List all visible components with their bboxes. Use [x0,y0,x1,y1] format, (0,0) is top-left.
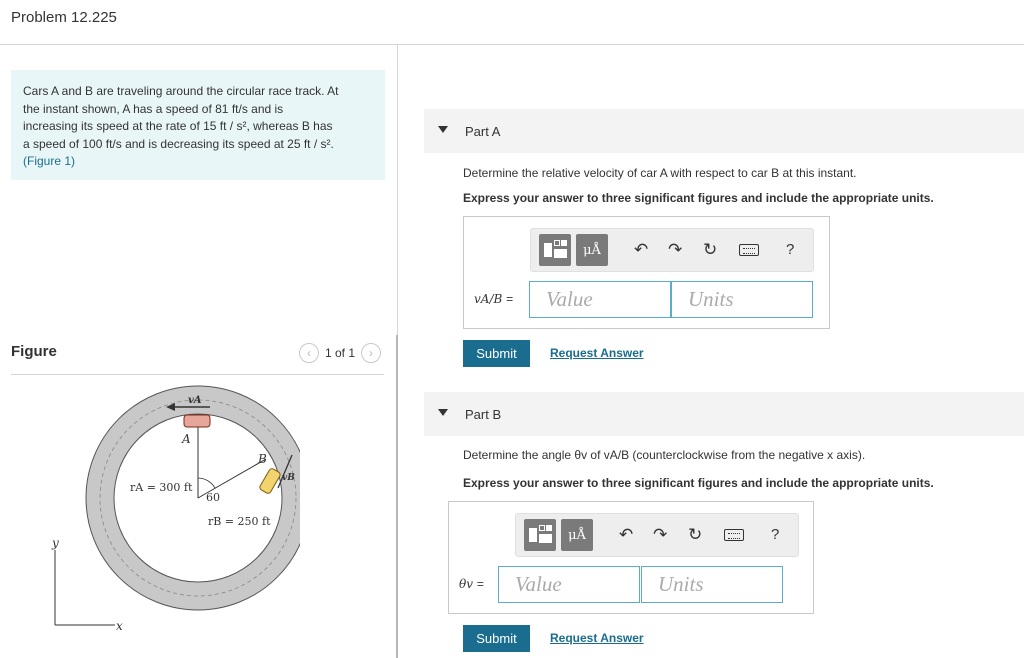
figure-label: Figure [11,343,57,360]
part-b-units-input[interactable]: Units [641,566,783,603]
problem-line-3: increasing its speed at the rate of 15 ft / s², whereas B has [23,119,333,133]
part-a-toolbar [530,228,814,272]
pager-text: 1 of 1 [324,346,355,360]
undo-icon[interactable]: ↶ [619,525,634,544]
units-button[interactable]: μÅ [561,519,593,551]
figure-pager [299,343,381,363]
help-icon[interactable]: ? [771,526,780,543]
part-a-request-answer-link[interactable]: Request Answer [550,346,644,360]
keyboard-icon[interactable] [724,529,744,541]
reset-icon[interactable]: ↻ [688,525,703,544]
label-va: vA [188,395,202,406]
part-a-variable-name: vA/B [474,292,503,306]
caret-down-icon[interactable] [438,126,448,133]
part-b-answer-box [448,501,814,614]
part-a-value-input[interactable]: Value [529,281,671,318]
label-angle: 60 [206,491,220,504]
part-b-variable [459,577,484,591]
race-track-figure [30,345,300,635]
part-b-question: Determine the angle θv of vA/B (counterclockwise from the negative x axis). [463,448,866,462]
car-a [184,415,210,427]
part-a-answer-box [463,216,830,329]
part-a-units-input[interactable]: Units [671,281,813,318]
part-a-question: Determine the relative velocity of car A with respect to car B at this instant. [463,166,857,180]
part-b-title: Part B [465,407,502,422]
redo-icon[interactable]: ↷ [668,240,683,259]
page-header [0,0,1024,45]
units-button[interactable]: μÅ [576,234,608,266]
problem-line-4: a speed of 100 ft/s and is decreasing its speed at 25 ft / s². [23,136,334,151]
chevron-right-icon[interactable]: › [361,343,381,363]
part-b-request-answer-link[interactable]: Request Answer [550,631,644,645]
part-b-toolbar [515,513,799,557]
keyboard-icon[interactable] [739,244,759,256]
part-a-title: Part A [465,124,501,139]
label-x: x [116,619,123,633]
chevron-left-icon[interactable]: ‹ [299,343,319,363]
label-ra: rA = 300 ft [130,481,193,494]
label-rb: rB = 250 ft [208,515,271,528]
undo-icon[interactable]: ↶ [634,240,649,259]
part-b-variable-name: θv [459,577,474,591]
figure-link[interactable]: (Figure 1) [23,154,76,168]
part-b-equals: = [476,577,484,591]
part-b-instruction: Express your answer to three significant figures and include the appropriate units. [463,476,934,490]
reset-icon[interactable]: ↻ [703,240,718,259]
part-b-submit-button[interactable]: Submit [463,625,530,652]
templates-icon[interactable] [539,234,571,266]
part-b-value-input[interactable]: Value [498,566,640,603]
label-y: y [52,536,59,550]
part-a-equals: = [506,292,514,306]
label-b: B [258,452,267,466]
redo-icon[interactable]: ↷ [653,525,668,544]
part-a-instruction: Express your answer to three significant figures and include the appropriate units. [463,191,934,205]
problem-line-1: Cars A and B are traveling around the circular race track. At [23,84,339,98]
problem-statement [11,70,385,180]
templates-icon[interactable] [524,519,556,551]
right-pane [398,45,1024,658]
part-a-submit-button[interactable]: Submit [463,340,530,367]
part-b-header[interactable] [424,392,1024,436]
problem-line-2: the instant shown, A has a speed of 81 ft/s and is [23,101,284,116]
caret-down-icon[interactable] [438,409,448,416]
help-icon[interactable]: ? [786,241,795,258]
page-title: Problem 12.225 [11,9,117,26]
label-a: A [182,432,191,446]
part-a-header[interactable] [424,109,1024,153]
label-vb: vB [282,473,295,483]
part-a-variable [474,292,513,306]
